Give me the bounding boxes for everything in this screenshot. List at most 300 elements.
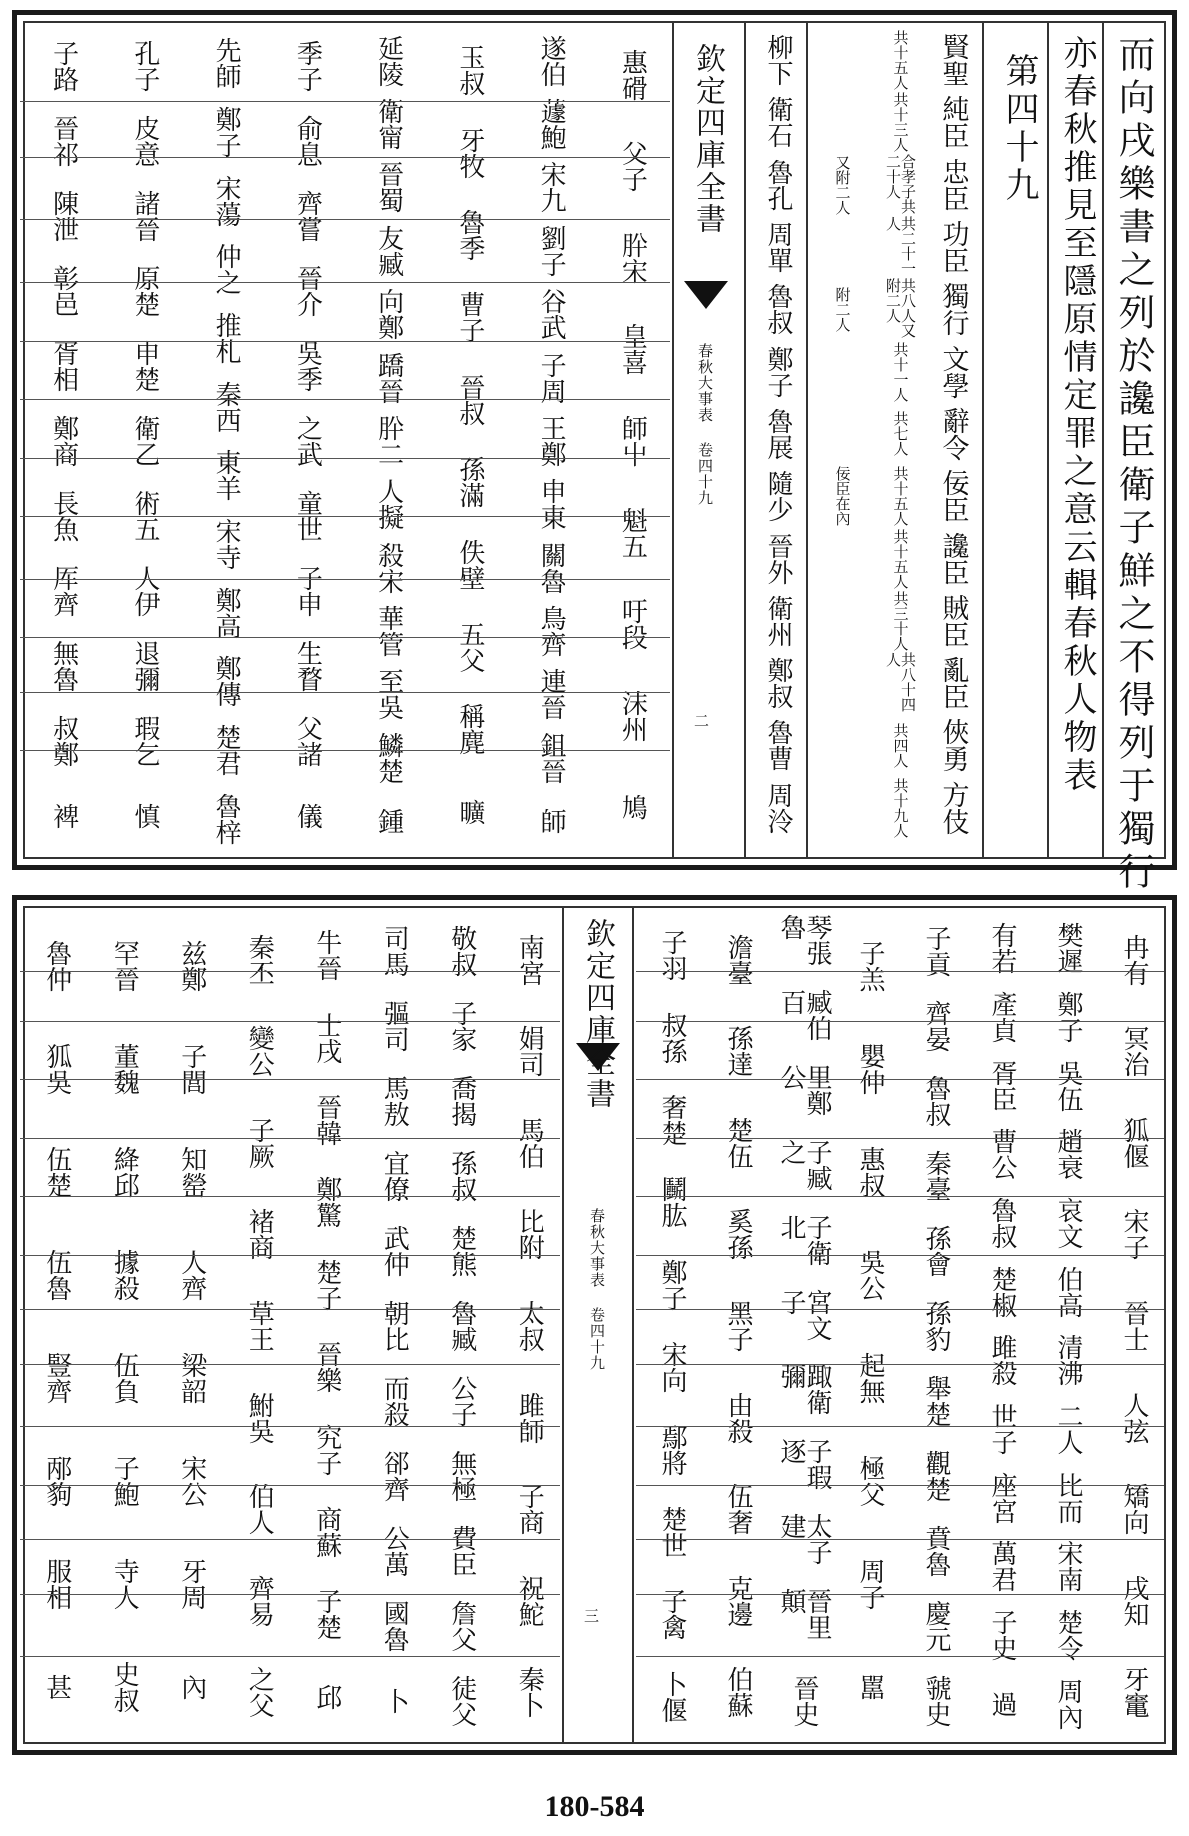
row-divider xyxy=(20,692,670,693)
name-cell: 友臧 xyxy=(373,224,404,277)
name-cell: 子衛北 xyxy=(776,1213,832,1266)
name-cell: 彄司 xyxy=(379,1000,410,1053)
name-cell: 彰邑 xyxy=(48,265,79,318)
name-cell: 延陵 xyxy=(373,34,404,87)
name-cell: 伍魯 xyxy=(41,1248,72,1301)
name-cell: 鉏晉 xyxy=(536,731,567,784)
name-cell: 知罃 xyxy=(176,1145,207,1198)
cell: 合孝子共二十人 xyxy=(884,153,917,214)
name-cell: 生瞀 xyxy=(292,639,323,692)
name-cell: 變公 xyxy=(244,1025,275,1078)
name-cell: 卜偃 xyxy=(657,1670,687,1723)
name-cell: 牙牧 xyxy=(454,126,485,179)
cell: 純臣 xyxy=(937,95,969,150)
name-cell: 人弦 xyxy=(1119,1391,1149,1444)
cell: 共十五人 xyxy=(891,466,910,527)
name-cell: 稱麂 xyxy=(454,703,485,756)
name-cell: 父子 xyxy=(617,140,648,193)
name-cell: 周內 xyxy=(1053,1677,1083,1730)
name-cell: 秦西 xyxy=(211,380,242,433)
cell: 共三十人 xyxy=(891,590,910,651)
name-cell: 衛甯 xyxy=(373,98,404,151)
name-cell: 有若 xyxy=(987,922,1017,975)
name-cell: 柳下 xyxy=(763,34,793,87)
name-cell: 馬敖 xyxy=(379,1075,410,1128)
name-cell: 劉子 xyxy=(536,224,567,277)
cell: 功臣 xyxy=(937,220,969,275)
name-cell: 孫達 xyxy=(723,1025,753,1078)
name-cell: 琴張魯 xyxy=(776,914,832,966)
name-cell: 齊晏 xyxy=(921,1000,951,1053)
name-cell: 叔鄭 xyxy=(48,714,79,767)
name-cell: 無魯 xyxy=(48,639,79,692)
row-divider xyxy=(636,1079,1164,1080)
names-column xyxy=(774,914,834,1738)
row-divider xyxy=(20,516,670,517)
name-cell: 楚君 xyxy=(211,723,242,776)
name-cell: 萬君 xyxy=(987,1540,1017,1593)
name-cell: 卜 xyxy=(379,1687,410,1714)
name-cell: 向鄭 xyxy=(373,288,404,341)
cell: 共十三人 xyxy=(891,92,910,153)
name-cell: 皮意 xyxy=(129,115,160,168)
page-number: 180-584 xyxy=(544,1790,645,1823)
cell: 佞臣 xyxy=(937,469,969,524)
name-cell: 魯孔 xyxy=(763,158,793,211)
name-cell: 胥臣 xyxy=(987,1059,1017,1112)
name-cell: 魯臧 xyxy=(446,1299,477,1352)
name-cell: 魁五 xyxy=(617,506,648,559)
name-cell: 戌知 xyxy=(1119,1574,1149,1627)
row-divider xyxy=(20,1255,560,1256)
name-cell: 晉外 xyxy=(763,532,793,585)
name-cell: 童世 xyxy=(292,489,323,542)
row-divider xyxy=(20,219,670,220)
name-cell: 甚 xyxy=(41,1673,72,1700)
name-cell: 蹻晉 xyxy=(373,351,404,404)
cell: 讒臣 xyxy=(937,531,969,586)
name-cell: 敬叔 xyxy=(446,925,477,978)
name-cell: 清沸 xyxy=(1053,1334,1083,1387)
cell: 共十五人 xyxy=(891,528,910,589)
cell: 共八人又附二人 xyxy=(884,278,917,339)
cell: 亂臣 xyxy=(937,656,969,711)
row-divider xyxy=(20,1079,560,1080)
name-cell: 楚令 xyxy=(1053,1608,1083,1661)
name-cell: 楚伍 xyxy=(723,1116,753,1169)
cell xyxy=(814,527,870,589)
name-cell: 人擬 xyxy=(373,478,404,531)
row-divider xyxy=(636,1021,1164,1022)
name-cell: 申東 xyxy=(536,478,567,531)
name-cell: 孫滿 xyxy=(454,456,485,509)
name-cell: 伍楚 xyxy=(41,1145,72,1198)
bottom-folio: 三 xyxy=(582,1608,600,1624)
name-cell: 晉士 xyxy=(1119,1299,1149,1352)
name-cell: 而殺 xyxy=(379,1374,410,1427)
name-cell: 宋九 xyxy=(536,161,567,214)
names-column xyxy=(189,29,264,853)
name-cell: 馬伯 xyxy=(514,1116,545,1169)
row-divider xyxy=(20,282,670,283)
name-cell: 朝比 xyxy=(379,1299,410,1352)
row-divider xyxy=(20,1196,560,1197)
bottom-side-subtitle: 春秋大事表 卷四十九 xyxy=(588,1208,606,1371)
name-cell: 哀文 xyxy=(1053,1196,1083,1249)
name-cell: 鄭傳 xyxy=(211,655,242,708)
name-cell: 商蘇 xyxy=(311,1505,342,1558)
name-cell: 冥治 xyxy=(1119,1025,1149,1078)
row-divider xyxy=(20,1309,560,1310)
name-cell: 服相 xyxy=(41,1557,72,1610)
row-divider xyxy=(636,1485,1164,1486)
row-divider xyxy=(20,579,670,580)
name-cell: 魯展 xyxy=(763,407,793,460)
name-cell: 克邊 xyxy=(723,1574,753,1627)
name-cell: 起無 xyxy=(855,1351,885,1404)
name-cell: 陳泄 xyxy=(48,190,79,243)
name-cell: 孫會 xyxy=(921,1225,951,1278)
name-cell: 子禽 xyxy=(657,1588,687,1641)
name-cell: 曹子 xyxy=(454,291,485,344)
name-cell: 王鄭 xyxy=(536,414,567,467)
name-cell: 賁魯 xyxy=(921,1524,951,1577)
name-cell: 玉叔 xyxy=(454,44,485,97)
name-cell: 晉蜀 xyxy=(373,161,404,214)
name-cell: 宋寺 xyxy=(211,517,242,570)
cell xyxy=(814,652,870,714)
name-cell: 比而 xyxy=(1053,1471,1083,1524)
name-cell: 郤齊 xyxy=(379,1449,410,1502)
name-cell: 周單 xyxy=(763,221,793,274)
name-cell: 楚熊 xyxy=(446,1225,477,1278)
name-cell: 魯季 xyxy=(454,208,485,261)
name-cell: 周泠 xyxy=(763,781,793,834)
name-cell: 罕晉 xyxy=(109,939,140,992)
name-cell: 狐吳 xyxy=(41,1042,72,1095)
row-divider xyxy=(636,1196,1164,1197)
name-cell: 先師 xyxy=(211,37,242,90)
name-cell: 蘧鮑 xyxy=(536,98,567,151)
top-title-column: 而向戌樂書之列於讒臣衛子鮮之不得列于獨行 xyxy=(1112,35,1155,895)
row-divider xyxy=(20,1138,560,1139)
name-cell: 子楚 xyxy=(311,1588,342,1641)
name-cell: 曠 xyxy=(454,798,485,825)
name-cell: 宋子 xyxy=(1119,1208,1149,1261)
names-column xyxy=(1038,914,1098,1738)
name-cell: 矯向 xyxy=(1119,1483,1149,1536)
name-cell: 費臣 xyxy=(446,1524,477,1577)
names-column xyxy=(708,914,768,1738)
name-cell: 鱗楚 xyxy=(373,731,404,784)
name-cell: 厍齊 xyxy=(48,564,79,617)
row-divider xyxy=(636,1138,1164,1139)
cell: 附二人 xyxy=(833,286,852,332)
name-cell: 皇喜 xyxy=(617,323,648,376)
name-cell: 東羊 xyxy=(211,449,242,502)
row-divider xyxy=(20,1539,560,1540)
bottom-side-title: 欽定四庫全書 xyxy=(580,918,615,1110)
chapter-title: 第四十九 xyxy=(999,53,1039,205)
name-cell: 肸二 xyxy=(373,414,404,467)
name-cell: 遂伯 xyxy=(536,34,567,87)
top-page-frame xyxy=(23,21,1166,895)
name-cell: 鳥齊 xyxy=(536,605,567,658)
name-cell: 鄭子 xyxy=(1053,990,1083,1043)
cell: 共二十一人 xyxy=(884,215,917,276)
name-cell: 之武 xyxy=(292,414,323,467)
name-cell: 極父 xyxy=(855,1454,885,1507)
names-column xyxy=(26,914,88,1738)
name-cell: 吳伍 xyxy=(1053,1059,1083,1112)
name-cell: 太子建 xyxy=(776,1513,832,1566)
name-cell: 士戌 xyxy=(311,1011,342,1064)
cell xyxy=(814,29,870,91)
name-cell: 詹父 xyxy=(446,1599,477,1652)
name-cell: 鮒吳 xyxy=(244,1391,275,1444)
name-cell: 鄭子 xyxy=(763,345,793,398)
name-cell: 兹鄭 xyxy=(176,939,207,992)
row-divider xyxy=(20,458,670,459)
name-cell: 鍾 xyxy=(373,808,404,835)
name-cell: 沫州 xyxy=(617,689,648,742)
name-cell: 魯曹 xyxy=(763,719,793,772)
name-cell: 由殺 xyxy=(723,1391,753,1444)
cell: 共八十四人 xyxy=(884,651,917,712)
name-cell: 衛石 xyxy=(763,96,793,149)
cell: 又附二人 xyxy=(833,154,852,215)
cell: 文學 xyxy=(937,344,969,399)
name-cell: 人齊 xyxy=(176,1248,207,1301)
name-cell: 鬭肱 xyxy=(657,1176,687,1229)
name-cell: 原楚 xyxy=(129,265,160,318)
name-cell: 子申 xyxy=(292,564,323,617)
row-divider xyxy=(20,1426,560,1427)
names-column xyxy=(364,914,426,1738)
name-cell: 師屮 xyxy=(617,414,648,467)
cell: 方伎 xyxy=(937,780,969,835)
name-cell: 樊遲 xyxy=(1053,922,1083,975)
name-cell: 晉史 xyxy=(789,1674,819,1727)
cell xyxy=(814,777,870,839)
name-cell: 谷武 xyxy=(536,288,567,341)
name-cell: 喬揭 xyxy=(446,1075,477,1128)
name-cell: 魯叔 xyxy=(921,1075,951,1128)
cell: 賢聖 xyxy=(937,33,969,88)
name-cell: 胥相 xyxy=(48,340,79,393)
names-column xyxy=(595,29,670,853)
name-cell: 比附 xyxy=(514,1208,545,1261)
names-column xyxy=(229,914,291,1738)
names-column xyxy=(351,29,426,853)
name-cell: 子羔 xyxy=(855,939,885,992)
name-cell: 虢史 xyxy=(921,1674,951,1727)
name-cell: 隨少 xyxy=(763,470,793,523)
name-cell: 黑子 xyxy=(723,1299,753,1352)
name-cell: 宜僚 xyxy=(379,1150,410,1203)
names-column xyxy=(514,29,589,853)
note-column xyxy=(814,29,870,839)
bottom-names-grid-right xyxy=(636,908,1164,1744)
top-folio: 二 xyxy=(692,713,710,729)
name-cell: 臧伯百 xyxy=(776,988,832,1041)
cell: 佞臣在內 xyxy=(833,466,852,527)
name-cell: 國魯 xyxy=(379,1599,410,1652)
name-cell: 楚子 xyxy=(311,1258,342,1311)
name-cell: 踙衛彌 xyxy=(776,1363,832,1416)
names-column xyxy=(431,914,493,1738)
name-cell: 太叔 xyxy=(514,1299,545,1352)
name-cell: 子臧之 xyxy=(776,1138,832,1191)
row-divider xyxy=(636,1364,1164,1365)
name-cell: 無極 xyxy=(446,1449,477,1502)
name-cell: 奢楚 xyxy=(657,1093,687,1146)
name-cell: 宋蕩 xyxy=(211,174,242,227)
row-divider xyxy=(636,1656,1164,1657)
name-cell: 豎齊 xyxy=(41,1351,72,1404)
cell: 共十九人 xyxy=(891,777,910,838)
name-cell: 子厥 xyxy=(244,1116,275,1169)
name-cell: 史叔 xyxy=(109,1660,140,1713)
name-cell: 之父 xyxy=(244,1666,275,1719)
name-cell: 魯叔 xyxy=(763,283,793,336)
row-divider xyxy=(20,1656,560,1657)
cell: 辭令 xyxy=(937,406,969,461)
name-cell: 長魚 xyxy=(48,489,79,542)
name-cell: 牙竃 xyxy=(1119,1666,1149,1719)
name-cell: 鄭高 xyxy=(211,586,242,639)
name-cell: 仲之 xyxy=(211,243,242,296)
row-divider xyxy=(20,1485,560,1486)
name-cell: 鄭驚 xyxy=(311,1176,342,1229)
cell: 共四人 xyxy=(891,722,910,768)
count-column xyxy=(870,29,930,839)
name-cell: 嬰仲 xyxy=(855,1042,885,1095)
name-cell: 俞息 xyxy=(292,115,323,168)
name-cell: 雎師 xyxy=(514,1391,545,1444)
cell: 俠勇 xyxy=(937,718,969,773)
name-cell: 據殺 xyxy=(109,1248,140,1301)
row-divider xyxy=(636,1255,1164,1256)
bottom-page-frame xyxy=(23,906,1166,1744)
name-cell: 師 xyxy=(536,808,567,835)
row-divider xyxy=(20,750,670,751)
name-cell: 楚世 xyxy=(657,1505,687,1558)
name-cell: 衛州 xyxy=(763,594,793,647)
name-cell: 人伊 xyxy=(129,564,160,617)
row-divider xyxy=(20,341,670,342)
cell: 賊臣 xyxy=(937,593,969,648)
name-cell: 絳邱 xyxy=(109,1145,140,1198)
name-cell: 子家 xyxy=(446,1000,477,1053)
name-cell: 伯人 xyxy=(244,1483,275,1536)
name-cell: 魯梓 xyxy=(211,792,242,845)
name-cell: 魯叔 xyxy=(987,1196,1017,1249)
top-names-grid xyxy=(20,23,670,859)
name-cell: 瑕乞 xyxy=(129,714,160,767)
name-cell: 鄭子 xyxy=(211,105,242,158)
names-column xyxy=(642,914,702,1738)
cell: 共十一人 xyxy=(891,341,910,402)
name-cell: 牛晉 xyxy=(311,929,342,982)
row-divider xyxy=(636,971,1164,972)
name-cell: 吳公 xyxy=(855,1248,885,1301)
name-cell: 究子 xyxy=(311,1423,342,1476)
top-side-title: 欽定四庫全書 xyxy=(690,43,725,235)
names-column xyxy=(840,914,900,1738)
row-divider xyxy=(636,1309,1164,1310)
cell xyxy=(814,91,870,153)
cell: 共十五人 xyxy=(891,30,910,91)
name-cell: 里鄭公 xyxy=(776,1063,832,1116)
name-cell: 董魏 xyxy=(109,1042,140,1095)
top-subtitle-column: 亦春秋推見至隱原情定罪之意云輯春秋人物表 xyxy=(1057,35,1097,795)
name-cell: 牙周 xyxy=(176,1557,207,1610)
name-cell: 孫叔 xyxy=(446,1150,477,1203)
name-cell: 秦臺 xyxy=(921,1150,951,1203)
name-cell: 至吳 xyxy=(373,668,404,721)
name-cell: 伯高 xyxy=(1053,1265,1083,1318)
name-cell: 伯蘇 xyxy=(723,1666,753,1719)
name-cell: 周子 xyxy=(855,1557,885,1610)
names-column xyxy=(296,914,358,1738)
name-cell: 宮文子 xyxy=(776,1288,832,1341)
name-cell: 子周 xyxy=(536,351,567,404)
top-names-column-1 xyxy=(754,29,802,839)
name-cell: 晉介 xyxy=(292,265,323,318)
name-cell: 鄢將 xyxy=(657,1423,687,1476)
row-divider xyxy=(20,399,670,400)
name-cell: 狐偃 xyxy=(1119,1116,1149,1169)
name-cell: 連晉 xyxy=(536,668,567,721)
cell: 忠臣 xyxy=(937,157,969,212)
name-cell: 嚚 xyxy=(855,1673,885,1700)
name-cell: 趙衰 xyxy=(1053,1128,1083,1181)
name-cell: 諸晉 xyxy=(129,190,160,243)
name-cell: 關魯 xyxy=(536,541,567,594)
name-cell: 宋公 xyxy=(176,1454,207,1507)
name-cell: 曹公 xyxy=(987,1128,1017,1181)
names-column xyxy=(270,29,345,853)
cell xyxy=(814,216,870,278)
name-cell: 娟司 xyxy=(514,1025,545,1078)
name-cell: 肸宋 xyxy=(617,231,648,284)
names-column xyxy=(432,29,507,853)
name-cell: 公萬 xyxy=(379,1524,410,1577)
name-cell: 鄭商 xyxy=(48,414,79,467)
name-cell: 褚商 xyxy=(244,1208,275,1261)
name-cell: 奚孫 xyxy=(723,1208,753,1261)
name-cell: 鄭叔 xyxy=(763,657,793,710)
name-cell: 儀 xyxy=(292,802,323,829)
cell xyxy=(814,403,870,465)
name-cell: 伍奢 xyxy=(723,1483,753,1536)
names-column xyxy=(499,914,561,1738)
name-cell: 齊嘗 xyxy=(292,190,323,243)
name-cell: 魯仲 xyxy=(41,939,72,992)
name-cell: 五父 xyxy=(454,620,485,673)
name-cell: 晉叔 xyxy=(454,373,485,426)
row-divider xyxy=(20,1021,560,1022)
row-divider xyxy=(20,101,670,102)
name-cell: 子閭 xyxy=(176,1042,207,1095)
row-divider xyxy=(20,1594,560,1595)
name-cell: 楚椒 xyxy=(987,1265,1017,1318)
row-divider xyxy=(20,637,670,638)
name-cell: 晉里顛 xyxy=(776,1588,832,1641)
name-cell: 佚壁 xyxy=(454,538,485,591)
name-cell: 叔孫 xyxy=(657,1011,687,1064)
